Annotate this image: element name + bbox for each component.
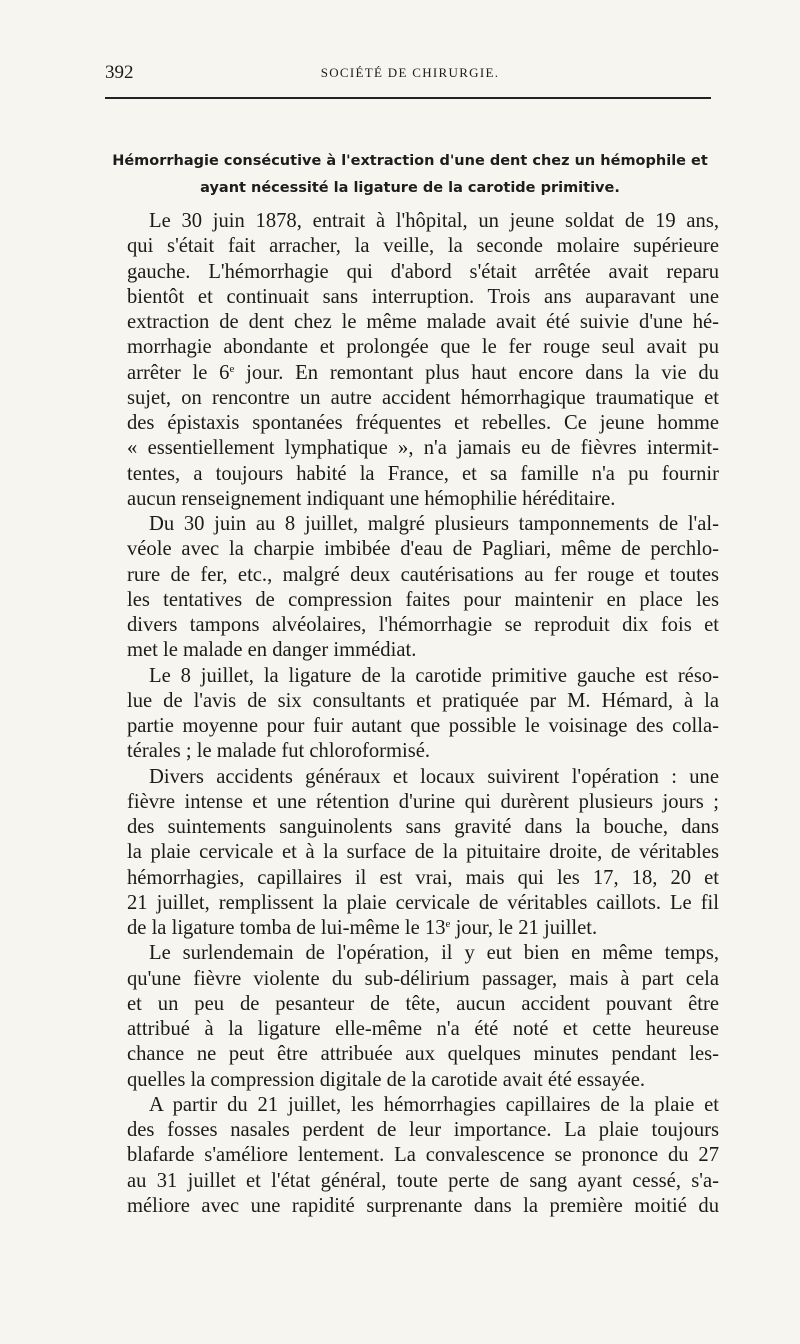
- text-line: Le 30 juin 1878, entrait à l'hôpital, un jeune soldat de 19 ans,: [149, 210, 719, 232]
- text-line: bientôt et continuait sans interruption. Trois ans auparavant une: [127, 285, 719, 308]
- text-line: « essentiellement lymphatique », n'a jamais eu de fièvres intermit-: [127, 437, 719, 460]
- text-line: A partir du 21 juillet, les hémorrhagies capillaires de la plaie et: [149, 1093, 719, 1116]
- text-line: hémorrhagies, capillaires il est vrai, mais qui les 17, 18, 20 et: [127, 866, 719, 889]
- text-line: Divers accidents généraux et locaux suivirent l'opération : une: [149, 765, 719, 788]
- text-line: térales ; le malade fut chloroformisé.: [127, 740, 431, 763]
- article-title-line-1: Hémorrhagie consécutive à l'extraction d'une dent chez un hémophile et: [112, 153, 708, 169]
- text-line: de la ligature tomba de lui-même le 13e jour, le 21 juillet.: [127, 917, 598, 939]
- text-line: qu'une fièvre violente du sub-délirium passager, mais à part cela: [127, 967, 719, 990]
- text-line: fièvre intense et une rétention d'urine qui durèrent plusieurs jours ;: [127, 790, 719, 813]
- text-line: attribué à la ligature elle-même n'a été noté et cette heureuse: [127, 1018, 719, 1040]
- text-line: lue de l'avis de six consultants et pratiquée par M. Hémard, à la: [127, 689, 719, 712]
- text-line: morrhagie abondante et prolongée que le fer rouge seul avait pu: [127, 336, 719, 359]
- text-line: des épistaxis spontanées fréquentes et rebelles. Ce jeune homme: [127, 412, 719, 434]
- text-line: Le 8 juillet, la ligature de la carotide primitive gauche est réso-: [149, 664, 719, 687]
- text-line: Le surlendemain de l'opération, il y eut bien en même temps,: [149, 942, 719, 965]
- text-line: aucun renseignement indiquant une hémophilie héréditaire.: [127, 487, 616, 510]
- text-line: des fosses nasales perdent de leur importance. La plaie toujours: [127, 1119, 719, 1141]
- text-line: sujet, on rencontre un autre accident hémorrhagique traumatique et: [127, 386, 719, 409]
- text-line: blafarde s'améliore lentement. La convalescence se prononce du 27: [127, 1144, 719, 1167]
- paragraph: [105, 941, 719, 1093]
- text-line: et un peu de pesanteur de tête, aucun accident pouvant être: [127, 992, 719, 1015]
- text-line: des suintements sanguinolents sans gravité dans la bouche, dans: [127, 816, 719, 838]
- text-line: arrêter le 6e jour. En remontant plus haut encore dans la vie du: [127, 361, 719, 384]
- text-line: quelles la compression digitale de la carotide avait été essayée.: [127, 1068, 646, 1091]
- text-line: la plaie cervicale et à la surface de la pituitaire droite, de véritables: [127, 841, 719, 864]
- text-line: 21 juillet, remplissent la plaie cervicale de véritables caillots. Le fil: [127, 891, 719, 914]
- text-line: tentes, a toujours habité la France, et sa famille n'a pu fournir: [127, 462, 719, 485]
- paragraph: [105, 765, 719, 942]
- page-number: 392: [105, 62, 134, 83]
- article-title-line-2: ayant nécessité la ligature de la carotide primitive.: [200, 180, 620, 196]
- text-line: Du 30 juin au 8 juillet, malgré plusieurs tamponnements de l'al-: [149, 513, 719, 535]
- text-line: partie moyenne pour fuir autant que possible le voisinage des colla-: [127, 715, 719, 737]
- article-title: [110, 148, 710, 202]
- text-line: rure de fer, etc., malgré deux cautérisations au fer rouge et toutes: [127, 563, 719, 586]
- text-line: qui s'était fait arracher, la veille, la seconde molaire supérieure: [127, 235, 719, 258]
- running-title: SOCIÉTÉ DE CHIRURGIE.: [320, 65, 500, 80]
- text-line: divers tampons alvéolaires, l'hémorrhagie se reproduit dix fois et: [127, 614, 719, 636]
- text-line: au 31 juillet et l'état général, toute perte de sang ayant cessé, s'a-: [127, 1169, 719, 1192]
- text-line: les tentatives de compression faites pour maintenir en place les: [127, 588, 719, 611]
- page-header: [105, 62, 715, 86]
- text-line: véole avec la charpie imbibée d'eau de Pagliari, même de perchlo-: [127, 538, 719, 561]
- paragraph: [105, 512, 719, 664]
- text-line: gauche. L'hémorrhagie qui d'abord s'était arrêtée avait reparu: [127, 260, 719, 283]
- paragraph: [105, 1093, 719, 1219]
- header-rule: [105, 97, 711, 99]
- text-line: extraction de dent chez le même malade avait été suivie d'une hé-: [127, 311, 719, 333]
- paragraph: [105, 664, 719, 765]
- text-line: met le malade en danger immédiat.: [127, 639, 417, 662]
- text-line: méliore avec une rapidité surprenante dans la première moitié du: [127, 1194, 719, 1217]
- paragraph: [105, 209, 719, 512]
- article-body: [105, 209, 719, 1219]
- text-line: chance ne peut être attribuée aux quelques minutes pendant les-: [127, 1043, 719, 1066]
